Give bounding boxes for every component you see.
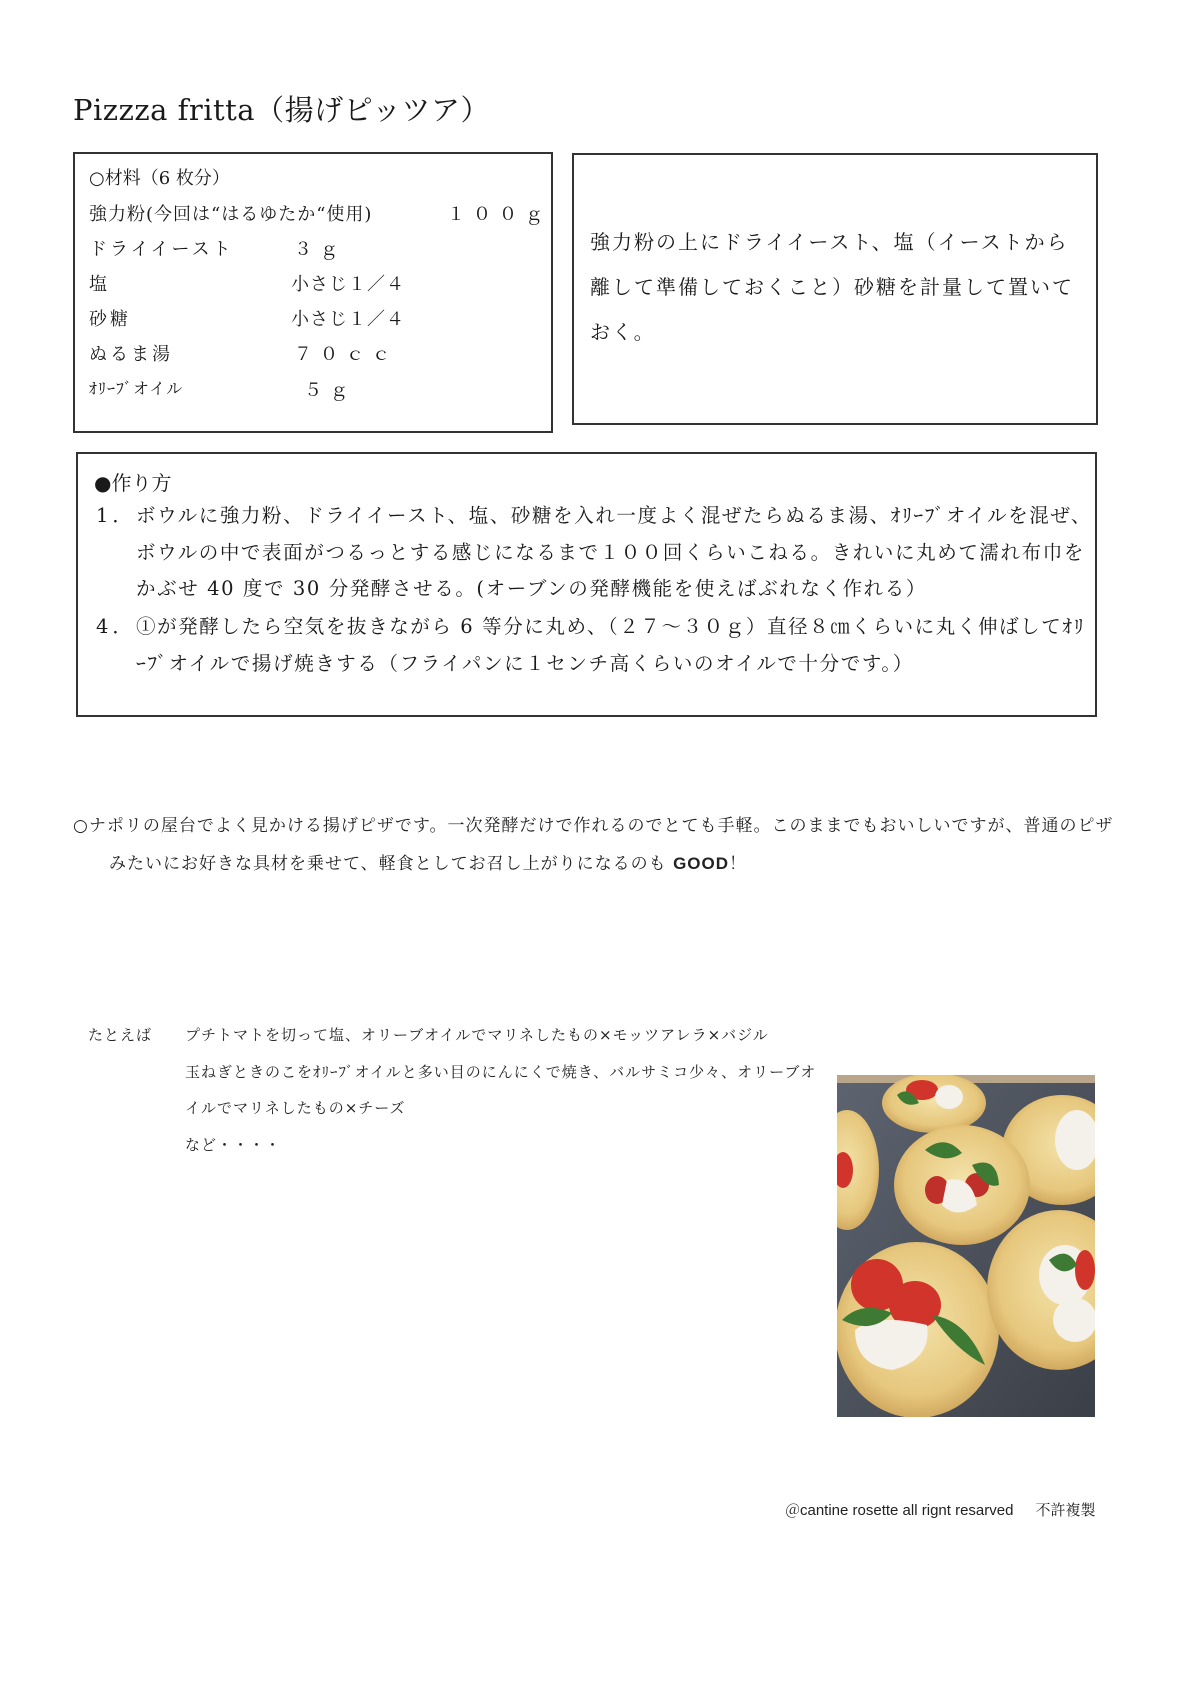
method-header: ●作り方 bbox=[94, 471, 172, 495]
ingredient-amount: ７０ｃｃ bbox=[294, 344, 398, 365]
recipe-note bbox=[73, 808, 1153, 883]
footer bbox=[785, 1499, 1095, 1520]
step-text: ①が発酵したら空気を抜きながら 6 等分に丸め、（２７～３０ｇ）直径８㎝くらいに丸く伸ばしてｵﾘｰﾌﾞオイルで揚げ焼きする（フライパンに１センチ高くらいのオイルで十分です。） bbox=[136, 615, 1086, 675]
page-title: Pizzza fritta（揚げピッツア） bbox=[73, 93, 490, 127]
step-number: 1． bbox=[96, 504, 136, 527]
ingredient-name: ドライイースト bbox=[89, 239, 234, 260]
ingredient-name: ぬるま湯 bbox=[89, 344, 173, 365]
ingredient-name: 塩 bbox=[89, 274, 110, 295]
method-step bbox=[96, 609, 1096, 682]
ingredients-header: ○材料（6 枚分） bbox=[89, 168, 230, 189]
ingredient-amount: 小さじ１／４ bbox=[291, 309, 405, 330]
ingredient-name: ｵﾘｰﾌﾞオイル bbox=[89, 379, 184, 398]
example-line: 玉ねぎときのこをｵﾘｰﾌﾞオイルと多い目のにんにくで焼き、バルサミコ少々、オリーブオ bbox=[185, 1063, 817, 1081]
pizza-fritta-photo bbox=[837, 1075, 1095, 1417]
copyright-text: ＠cantine rosette all rignt resarved bbox=[785, 1502, 1014, 1519]
ingredient-name: 砂糖 bbox=[89, 309, 131, 330]
ingredient-amount: １００ｇ bbox=[447, 204, 551, 225]
prep-note-box bbox=[572, 153, 1098, 425]
note-line-2 bbox=[73, 845, 1153, 883]
note-end: ！ bbox=[729, 854, 748, 874]
ingredients-box bbox=[73, 152, 553, 433]
examples-label: たとえば bbox=[88, 1026, 153, 1044]
note-emphasis: GOOD bbox=[673, 854, 730, 873]
example-line: など・・・・ bbox=[185, 1136, 282, 1154]
note-line-1: ○ナポリの屋台でよく見かける揚げピザです。一次発酵だけで作れるのでとても手軽。このままでもおいしいですが、普通のピザ bbox=[73, 816, 1114, 836]
example-line: イルでマリネしたもの×チーズ bbox=[185, 1099, 406, 1117]
prep-note-text: 強力粉の上にドライイースト、塩（イーストから離して準備しておくこと）砂糖を計量して置いておく。 bbox=[590, 230, 1074, 344]
example-line: プチトマトを切って塩、オリーブオイルでマリネしたもの×モッツアレラ×バジル bbox=[185, 1026, 769, 1044]
ingredient-name: 強力粉(今回は“はるゆたか“使用) bbox=[89, 204, 373, 225]
step-text: ボウルに強力粉、ドライイースト、塩、砂糖を入れ一度よく混ぜたらぬるま湯、ｵﾘｰﾌﾞオイルを混ぜ、ボウルの中で表面がつるっとする感じになるまで１００回くらいこねる。きれいに丸めて濡れ布巾をかぶせ 40 度で 30 分発酵させる。(オーブンの発酵機能を使えばぶれなく作れる） bbox=[136, 504, 1093, 600]
pizza-photo-illustration bbox=[837, 1075, 1095, 1417]
method-box bbox=[76, 452, 1097, 717]
method-step bbox=[96, 498, 1096, 608]
no-reproduction-text: 不許複製 bbox=[1035, 1501, 1096, 1519]
note-line-2-text: みたいにお好きな具材を乗せて、軽食としてお召し上がりになるのも bbox=[109, 854, 674, 874]
ingredient-amount: 小さじ１／４ bbox=[291, 274, 405, 295]
ingredient-amount: ５ｇ bbox=[304, 380, 356, 401]
step-number: 4． bbox=[96, 615, 136, 638]
ingredient-amount: ３ｇ bbox=[294, 239, 346, 260]
